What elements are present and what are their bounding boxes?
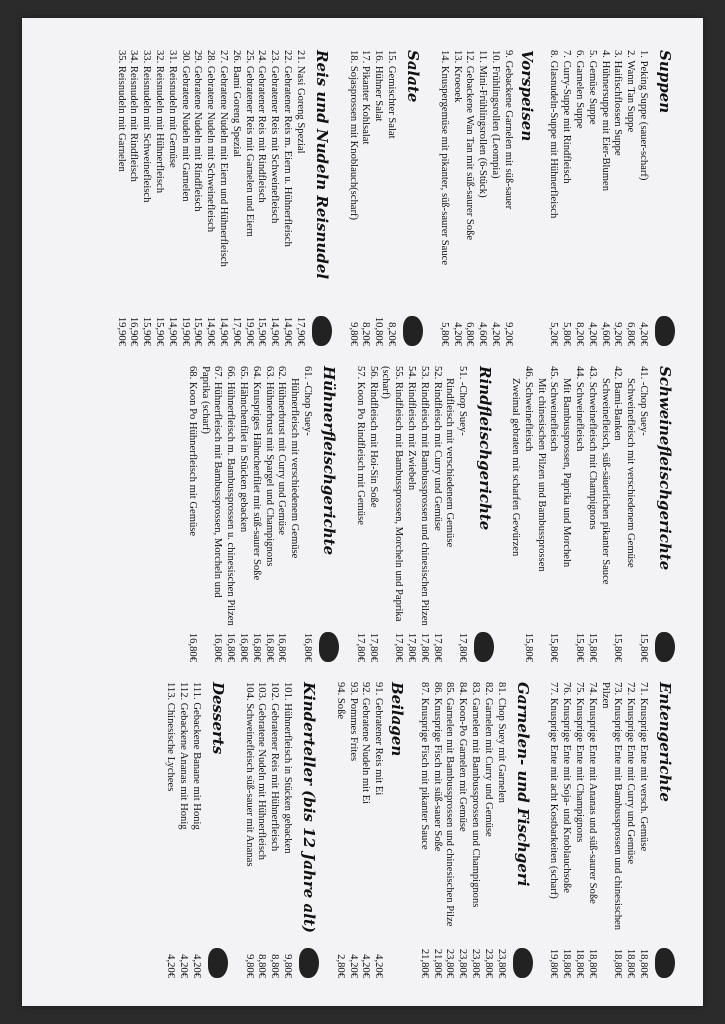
section-title: Schweinefleischgerichte <box>656 366 675 571</box>
menu-item-price: 19,90€ <box>115 316 127 346</box>
menu-item <box>191 50 204 346</box>
menu-item-price: 8,80€ <box>269 954 281 978</box>
item-list <box>437 50 514 346</box>
menu-item <box>501 50 514 346</box>
menu-item-price: 4,60€ <box>599 322 611 346</box>
section-rind <box>353 366 494 662</box>
menu-item-name: 92. Gebratene Nudeln mit Ei <box>360 682 372 805</box>
menu-item-name: 101. Hühnerfleisch in Stücken gebacken <box>282 682 294 854</box>
menu-item-name: 68. Koon Po Hühnerfleisch mit Gemüse <box>186 366 198 537</box>
menu-item <box>463 50 476 346</box>
menu-item-name: 21. Nasi Goreng Spezial <box>294 50 306 154</box>
menu-item <box>216 50 229 346</box>
menu-item-price: 16,80€ <box>212 632 224 662</box>
menu-item <box>611 50 624 346</box>
menu-item <box>559 50 572 346</box>
section-kinder <box>242 682 319 978</box>
menu-item <box>547 50 560 346</box>
menu-item <box>267 682 280 978</box>
menu-item-description: Schweinefleisch mit verschiedenem Gemüse <box>625 378 637 568</box>
menu-item-price: 19,90€ <box>179 316 191 346</box>
menu-item-price: 17,80€ <box>418 632 430 662</box>
menu-item <box>346 50 359 346</box>
menu-item-description: Rindfleisch mit verschiedenem Gemüse <box>444 378 456 548</box>
menu-item-price: 16,80€ <box>276 632 288 662</box>
menu-item <box>585 682 598 978</box>
menu-item-price: 14,90€ <box>218 316 230 346</box>
menu-item <box>300 366 313 662</box>
menu-item <box>547 682 560 978</box>
menu-item-price: 15,90€ <box>256 316 268 346</box>
menu-item <box>229 50 242 346</box>
menu-item-name: 42. Bami-Banken <box>612 366 624 441</box>
menu-item <box>114 50 127 346</box>
menu-item <box>443 682 456 978</box>
menu-item-name: 82. Garnelen mit Curry und Gemüse <box>482 682 494 837</box>
menu-item-price: 4,20€ <box>373 954 385 978</box>
menu-item-name: 113. Chinesische Lychees <box>165 682 177 792</box>
menu-item-name: 6. Garnelen Suppe <box>574 50 586 129</box>
menu-item-price: 19,80€ <box>548 948 560 978</box>
menu-item-name: 75. Knusprige Ente mit Champignons <box>574 682 586 843</box>
menu-item <box>152 50 165 346</box>
menu-item-price: 15,90€ <box>192 316 204 346</box>
item-list <box>353 366 468 662</box>
menu-item <box>176 682 189 978</box>
bird-icon <box>312 316 332 346</box>
menu-item-name: 23. Gebratener Reis mit Schweinefleisch <box>269 50 281 224</box>
menu-item <box>611 366 624 662</box>
menu-item <box>636 366 649 662</box>
menu-item-price: 18,80€ <box>586 948 598 978</box>
menu-item-price: 15,90€ <box>141 316 153 346</box>
section-title: Kinderteller (bis 12 Jahre alt) <box>300 682 319 933</box>
menu-item-name: 8. Glasnudeln-Suppe mit Hühnerfleisch <box>548 50 560 219</box>
menu-item-name: 4. Hühnersuppe mit Eier-Blumen <box>599 50 611 192</box>
menu-item-name: 54. Rindfleisch mit Zwiebeln <box>406 366 418 491</box>
menu-item-name: 76. Knusprige Ente mit Soja- und Knoblauchsoße <box>561 682 573 893</box>
menu-item-name: 55. Rindfleisch mit Bambussprossen, Morcheln und Paprika (scharf) <box>380 366 405 622</box>
section-title: Suppen <box>656 50 675 114</box>
section-title: Desserts <box>209 682 228 755</box>
menu-item-name: 103. Gebratene Nudeln mit Hühnerfleisch <box>256 682 268 860</box>
menu-item-price: 17,90€ <box>294 316 306 346</box>
menu-item <box>280 682 293 978</box>
section-vorspeisen <box>437 50 536 346</box>
item-list <box>547 50 649 346</box>
menu-item <box>249 366 262 662</box>
menu-item <box>371 682 384 978</box>
menu-item-price: 17,90€ <box>230 316 242 346</box>
cow-icon <box>474 632 494 662</box>
menu-item-name: 28. Gebratene Nudeln mit Schweinefleisch <box>205 50 217 233</box>
menu-item-price: 9,80€ <box>347 322 359 346</box>
menu-item-name: 53. Rindfleisch mit Bambussprossen und chinesischen Pilzen <box>418 366 430 626</box>
menu-item <box>521 366 534 662</box>
menu-item-price: 6,80€ <box>464 322 476 346</box>
soup-bowl-icon <box>655 316 675 346</box>
menu-item <box>417 682 430 978</box>
menu-item <box>475 50 488 346</box>
menu-item-price: 9,20€ <box>612 322 624 346</box>
menu-item <box>165 50 178 346</box>
menu-item-price: 9,20€ <box>502 322 514 346</box>
menu-item-description: Hühnerfleisch mit verschiedenem Gemüse <box>289 378 301 559</box>
menu-item <box>585 366 598 662</box>
menu-item-price: 15,80€ <box>522 632 534 662</box>
menu-item-price: 8,20€ <box>386 322 398 346</box>
item-list <box>346 50 397 346</box>
menu-item-name: 74. Knusprige Ente mit Ananas und süß-saurer Soße <box>586 682 598 904</box>
menu-item-price: 19,90€ <box>243 316 255 346</box>
menu-item <box>163 682 176 978</box>
item-list <box>163 682 201 978</box>
menu-item <box>379 366 405 662</box>
menu-item-name: 77. Knusprige Ente mit acht Kostbarkeiten (scharf) <box>548 682 560 899</box>
menu-item-price: 14,90€ <box>269 316 281 346</box>
menu-item-price: 4,20€ <box>638 322 649 346</box>
section-title: Reis und Nudeln Reisnudel <box>313 50 332 280</box>
section-desserts <box>163 682 227 978</box>
menu-item-price: 21,80€ <box>431 948 443 978</box>
menu-item-name: 102. Gebratener Reis mit Hühnerfleisch <box>269 682 281 852</box>
menu-item-name: 44. Schweinefleisch <box>574 366 586 452</box>
menu-item <box>417 366 430 662</box>
menu-item-price: 15,90€ <box>154 316 166 346</box>
menu-item <box>255 682 268 978</box>
menu-item-name: 52. Rindfleisch mit Curry und Gemüse <box>431 366 443 531</box>
menu-item <box>623 682 636 978</box>
menu-item-price: 4,20€ <box>165 954 177 978</box>
menu-item-name: 61. -Chop Suey- <box>302 366 314 436</box>
section-title: Hühnerfleischgerichte <box>320 366 339 556</box>
section-suppen <box>547 50 675 346</box>
menu-item <box>359 682 372 978</box>
menu-item-name: 41. -Chop Suey- <box>638 366 649 436</box>
menu-item <box>572 366 585 662</box>
menu-item-name: 83. Garnelen mit Bambussprossen und Champignons <box>470 682 482 908</box>
menu-item <box>333 682 346 978</box>
menu-item-name: 91. Gebratener Reis mit Ei <box>373 682 385 796</box>
menu-item <box>384 50 397 346</box>
menu-item-name: 10. Frühlingsrollen (Leompia) <box>490 50 502 179</box>
menu-item-price: 18,80€ <box>612 948 624 978</box>
menu-item <box>346 682 359 978</box>
menu-item-price: 4,20€ <box>347 954 359 978</box>
menu-item <box>572 50 585 346</box>
menu-item-price: 8,80€ <box>256 954 268 978</box>
menu-column-3 <box>34 672 681 988</box>
menu-item-price: 23,80€ <box>457 948 469 978</box>
section-title: Rindfleischgerichte <box>475 366 494 531</box>
menu-item-name: 24. Gebratener Reis mit Rindfleisch <box>256 50 268 203</box>
menu-item-name: 17. Pikanter Kohlsalat <box>360 50 372 145</box>
menu-item <box>359 50 372 346</box>
menu-item-name: 65. Hähnchenfilet in Stücken gebacken <box>238 366 250 533</box>
menu-item-price: 5,80€ <box>438 322 450 346</box>
menu-item <box>255 50 268 346</box>
menu-item <box>437 50 450 346</box>
menu-item-name: 43. Schweinefleisch mit Champignons <box>586 366 598 530</box>
menu-item-price: 16,80€ <box>238 632 250 662</box>
menu-item-name: 63. Hühnerbrust mit Spargel und Champignons <box>263 366 275 567</box>
menu-item <box>623 50 636 346</box>
menu-item-price: 18,80€ <box>561 948 573 978</box>
menu-item <box>636 50 649 346</box>
menu-item-price: 15,80€ <box>574 632 586 662</box>
item-list <box>333 682 384 978</box>
menu-item-name: 9. Gebackene Garnelen mit süß-sauer <box>502 50 514 210</box>
menu-item-name: 35. Reisnudeln mit Garnelen <box>115 50 127 172</box>
menu-item-name: 2. Wann Tan Suppe <box>625 50 637 133</box>
salad-bowl-icon <box>403 316 423 346</box>
menu-item-price: 23,80€ <box>482 948 494 978</box>
menu-item-name: 11. Mini-Frühlingsrollen (6-Stück) <box>477 50 489 198</box>
menu-item <box>430 366 443 662</box>
menu-item <box>636 682 649 978</box>
menu-item-price: 17,80€ <box>367 632 379 662</box>
menu-item-name: 34. Reisnudeln mit Rindfleisch <box>128 50 140 182</box>
menu-item-name: 62. Hühnerbrust mit Curry und Gemüse <box>276 366 288 535</box>
menu-item-name: 15. Gemischter Salat <box>386 50 398 139</box>
menu-item <box>481 682 494 978</box>
menu-item <box>430 682 443 978</box>
section-beilagen <box>333 682 407 978</box>
section-title: Garnelen- und Fischgeri <box>514 682 533 887</box>
menu-item-price: 15,80€ <box>638 632 649 662</box>
menu-item <box>262 366 275 662</box>
menu-item-name: 22. Gebratener Reis m. Eiern u. Hühnerfleisch <box>282 50 294 247</box>
menu-item <box>450 50 463 346</box>
menu-item-name: 71. Knusprige Ente mit versch. Gemüse <box>638 682 649 852</box>
menu-item-name: 73. Knusprige Ente mit Bambussprossen und chinesischen Pilzen <box>599 682 624 931</box>
menu-item-name: 18. Sojasprossen mit Knoblauch(scharf) <box>347 50 359 221</box>
menu-item-name: 32. Reisnudeln mit Hühnerfleisch <box>154 50 166 193</box>
fish-icon <box>513 948 533 978</box>
section-title: Beilagen <box>388 682 407 757</box>
menu-item-name: 29. Gebratene Nudeln mit Rindfleisch <box>192 50 204 212</box>
menu-item-name: 1. Peking Suppe (sauer-scharf) <box>638 50 649 181</box>
menu-item-name: 7. Curry-Suppe mit Rindfleisch <box>561 50 573 184</box>
menu-item-name: 3. Haifischflossen Suppe <box>612 50 624 156</box>
menu-item-price: 17,80€ <box>457 632 469 662</box>
item-list <box>242 682 293 978</box>
menu-item-name: 25. Gebratener Reis mit Garnelen und Eiern <box>243 50 255 237</box>
menu-item-price: 16,80€ <box>186 632 198 662</box>
menu-item-price: 16,90€ <box>128 316 140 346</box>
menu-item <box>455 366 468 662</box>
menu-item-price: 4,20€ <box>360 954 372 978</box>
menu-item <box>236 366 249 662</box>
menu-item <box>353 366 366 662</box>
menu-column-1 <box>34 40 681 356</box>
menu-item <box>198 366 224 662</box>
menu-item <box>275 366 288 662</box>
menu-item-price: 15,80€ <box>586 632 598 662</box>
menu-item-price: 17,80€ <box>354 632 366 662</box>
menu-item-description: Zweimal gebraten mit scharfen Gewürzen <box>510 378 522 557</box>
section-title: Vorspeisen <box>517 50 536 142</box>
menu-item-name: 72. Knusprige Ente mit Curry und Gemüse <box>625 682 637 865</box>
menu-item-name: 85. Garnelen mit Bambussprossen und chinesischen Pilze <box>444 682 456 927</box>
menu-item-name: 93. Pommes Frites <box>347 682 359 762</box>
menu-item-price: 17,80€ <box>393 632 405 662</box>
menu-item-price: 16,80€ <box>250 632 262 662</box>
menu-item <box>598 682 624 978</box>
menu-item-description: Mit Bambussprossen, Paprika und Morcheln <box>561 378 573 568</box>
menu-item-name: 57. Koon Po Rindfleisch mit Gemüse <box>354 366 366 525</box>
item-list <box>114 50 306 346</box>
menu-item-name: 66. Hühnerfleisch m. Bambussprossen u. chinesischen Pilzen <box>225 366 237 626</box>
menu-item <box>572 682 585 978</box>
menu-item-price: 23,80€ <box>495 948 507 978</box>
item-list <box>547 682 649 978</box>
menu-item <box>178 50 191 346</box>
menu-item <box>185 366 198 662</box>
menu-item <box>371 50 384 346</box>
menu-item-name: 5. Gemüse Suppe <box>586 50 598 125</box>
menu-item-description: Schweinefleisch, süß-säuerlichen pikanter Sauce <box>599 378 611 585</box>
dessert-icon <box>208 948 228 978</box>
menu-item-price: 4,20€ <box>178 954 190 978</box>
menu-item-price: 4,20€ <box>190 954 202 978</box>
menu-item-price: 2,80€ <box>334 954 346 978</box>
menu-item-name: 46. Schweinefleisch <box>522 366 534 452</box>
menu-item-price: 18,80€ <box>625 948 637 978</box>
menu-item <box>547 366 560 662</box>
section-reis <box>114 50 332 346</box>
menu-item <box>189 682 202 978</box>
menu-item-price: 4,20€ <box>490 322 502 346</box>
menu-item-price: 16,80€ <box>225 632 237 662</box>
section-salate <box>346 50 423 346</box>
menu-item <box>127 50 140 346</box>
menu-item <box>455 682 468 978</box>
menu-item <box>468 682 481 978</box>
menu-item-name: 51. -Chop Suey- <box>457 366 469 436</box>
menu-item <box>598 50 611 346</box>
menu-item <box>585 50 598 346</box>
menu-item-description: Mit chinesischen Pilzen und Bambussprossen <box>535 378 547 572</box>
menu-item-name: 104. Schweinefleisch süß-sauer mit Ananas <box>243 682 255 867</box>
menu-item-name: 31. Reisnudeln mit Gemüse <box>166 50 178 168</box>
menu-item-price: 4,20€ <box>586 322 598 346</box>
menu-item-name: 26. Bami Goreng Spezial <box>230 50 242 158</box>
menu-item-price: 23,80€ <box>444 948 456 978</box>
item-list <box>185 366 313 662</box>
menu-item-price: 8,20€ <box>360 322 372 346</box>
menu-item-name: 64. Knuspriges Hähnchenfilet mit süß-saurer Soße <box>250 366 262 581</box>
menu-sheet <box>22 18 703 1006</box>
menu-paper <box>22 18 703 1006</box>
menu-item-name: 13. Kroeoek <box>451 50 463 103</box>
menu-item-name: 27. Gebratene Nudeln mit Eiern und Hühnerfleisch <box>218 50 230 267</box>
menu-item-price: 15,80€ <box>548 632 560 662</box>
section-garnelen <box>417 682 533 978</box>
section-ente <box>547 682 675 978</box>
menu-item-price: 17,80€ <box>406 632 418 662</box>
menu-item-price: 6,80€ <box>625 322 637 346</box>
section-title: Salate <box>404 50 423 103</box>
pig-icon <box>655 632 675 662</box>
menu-item-price: 10,80€ <box>373 316 385 346</box>
menu-item-price: 8,20€ <box>574 322 586 346</box>
menu-item <box>223 366 236 662</box>
roast-chicken-icon <box>319 632 339 662</box>
menu-item-price: 9,80€ <box>243 954 255 978</box>
menu-item-name: 12. Gebackene Wan Tan mit süß-saurer Soße <box>464 50 476 241</box>
section-title: Entengerichte <box>656 682 675 802</box>
menu-item-price: 4,60€ <box>477 322 489 346</box>
menu-item <box>267 50 280 346</box>
menu-item-price: 16,80€ <box>302 632 314 662</box>
menu-item-price: 5,20€ <box>548 322 560 346</box>
item-list <box>508 366 649 662</box>
menu-item-price: 18,80€ <box>574 948 586 978</box>
menu-item <box>494 682 507 978</box>
menu-item-name: 81. Chop Suey mit Garnelen <box>495 682 507 803</box>
menu-item-price: 18,80€ <box>638 948 649 978</box>
menu-item-name: 112. Gebackene Ananas mit Honig <box>178 682 190 830</box>
menu-item-price: 14,90€ <box>205 316 217 346</box>
menu-item-name: 30. Gebratene Nudeln mit Garnelen <box>179 50 191 202</box>
menu-item-name: 86. Knusprige Fisch mit süß-sauer Soße <box>431 682 443 852</box>
menu-item-price: 9,80€ <box>282 954 294 978</box>
menu-item <box>203 50 216 346</box>
menu-item-name: 111. Gebackene Banane mit Honig <box>190 682 202 830</box>
menu-item-name: 94. Soße <box>334 682 346 720</box>
menu-item-name: 56. Rindfleisch mit Hoi-Sin Soße <box>367 366 379 508</box>
menu-item-price: 4,20€ <box>451 322 463 346</box>
menu-item <box>242 50 255 346</box>
menu-item-price: 15,80€ <box>612 632 624 662</box>
menu-item-price: 21,80€ <box>418 948 430 978</box>
section-huhn <box>185 366 339 662</box>
duck-icon <box>655 948 675 978</box>
menu-item-price: 17,80€ <box>431 632 443 662</box>
item-list <box>417 682 507 978</box>
menu-item-price: 14,90€ <box>166 316 178 346</box>
section-schwein <box>508 366 675 662</box>
menu-item-price: 23,80€ <box>470 948 482 978</box>
menu-item <box>488 50 501 346</box>
menu-item <box>293 50 306 346</box>
plate-cutlery-icon <box>299 948 319 978</box>
menu-column-2 <box>34 356 681 672</box>
menu-item-price: 14,90€ <box>282 316 294 346</box>
menu-item-name: 14. Knuspergemüse mit pikanter, süß-saurer Sauce <box>438 50 450 266</box>
menu-item <box>559 682 572 978</box>
menu-item-name: 45. Schweinefleisch <box>548 366 560 452</box>
menu-item-name: 87. Knusprige Fisch mit pikanter Sauce <box>418 682 430 850</box>
menu-item-price: 16,80€ <box>263 632 275 662</box>
menu-item <box>140 50 153 346</box>
menu-item-name: 67. Hühnerfleisch mit Bambussprossen, Morcheln und Paprika (scharf) <box>199 366 224 598</box>
menu-item-name: 33. Reisnudeln mit Schweinefleisch <box>141 50 153 203</box>
menu-item-name: 84. Koon-Po Garnelen mit Gemüse <box>457 682 469 832</box>
menu-item <box>280 50 293 346</box>
menu-item-name: 16. Hühner Salat <box>373 50 385 122</box>
menu-item <box>404 366 417 662</box>
menu-item <box>366 366 379 662</box>
menu-item-price: 5,80€ <box>561 322 573 346</box>
menu-item <box>242 682 255 978</box>
